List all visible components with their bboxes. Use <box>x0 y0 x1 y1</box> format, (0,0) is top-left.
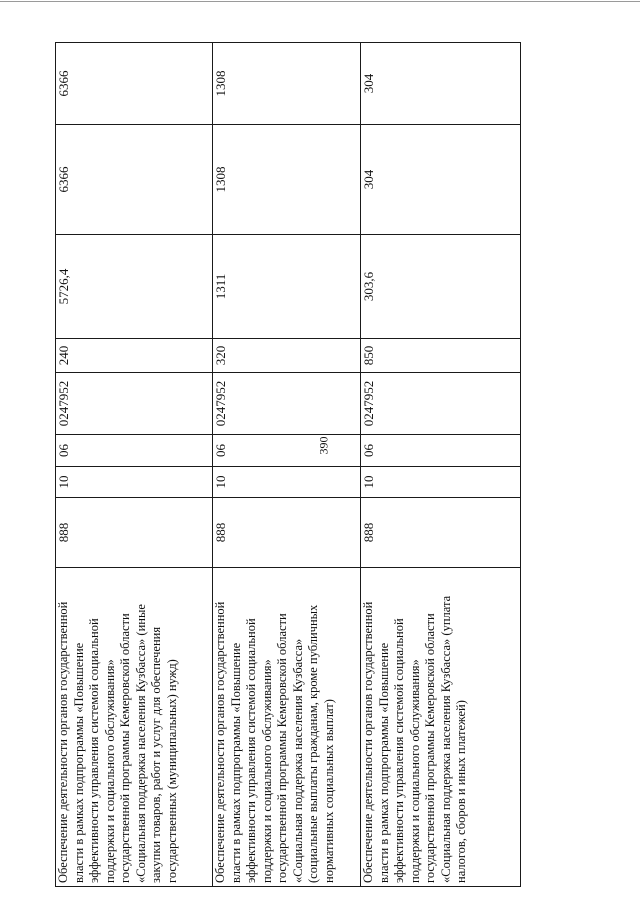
section-code: 10 <box>56 467 213 498</box>
budget-table <box>55 42 521 887</box>
table-row <box>213 43 361 887</box>
ministry-code: 888 <box>361 498 521 568</box>
table-row <box>361 43 521 887</box>
plan-amount: 1311 <box>213 235 361 339</box>
subsection-code: 06 <box>56 435 213 467</box>
row-description: Обеспечение деятельности органов государственной власти в рамках подпрограммы «Повышение эффективности управления системой социальной поддержки и социального обслуживания» государственной программы Кемеровской области «Социальная поддержка населения Кузбасса» (иные закупки товаров, работ и услуг для обеспечения государственных (муниципальных) нужд) <box>56 568 213 887</box>
subsection-code: 06 <box>213 435 361 467</box>
expense-type-code: 320 <box>213 339 361 373</box>
executed-amount: 6366 <box>56 43 213 125</box>
plan-amount: 5726,4 <box>56 235 213 339</box>
ministry-code: 888 <box>213 498 361 568</box>
plan-amount: 303,6 <box>361 235 521 339</box>
rotated-page <box>55 43 520 887</box>
target-article-code: 0247952 <box>56 373 213 435</box>
table-row <box>56 43 213 887</box>
row-description: Обеспечение деятельности органов государственной власти в рамках подпрограммы «Повышение эффективности управления системой социальной поддержки и социального обслуживания» государственной программы Кемеровской области «Социальная поддержка населения Кузбасса» (социальные выплаты гражданам, кроме публичных нормативных социальных выплат) <box>213 568 361 887</box>
executed-amount: 1308 <box>213 43 361 125</box>
approved-amount: 6366 <box>56 125 213 235</box>
ministry-code: 888 <box>56 498 213 568</box>
expense-type-code: 240 <box>56 339 213 373</box>
target-article-code: 0247952 <box>361 373 521 435</box>
section-code: 10 <box>361 467 521 498</box>
expense-type-code: 850 <box>361 339 521 373</box>
row-description: Обеспечение деятельности органов государственной власти в рамках подпрограммы «Повышение эффективности управления системой социальной поддержки и социального обслуживания» государственной программы Кемеровской области «Социальная поддержка населения Кузбасса» (уплата налогов, сборов и иных платежей) <box>361 568 521 887</box>
target-article-code: 0247952 <box>213 373 361 435</box>
approved-amount: 304 <box>361 125 521 235</box>
section-code: 10 <box>213 467 361 498</box>
subsection-code: 06 <box>361 435 521 467</box>
approved-amount: 1308 <box>213 125 361 235</box>
executed-amount: 304 <box>361 43 521 125</box>
page-number: 390 <box>316 436 331 455</box>
top-rule <box>0 1 640 2</box>
